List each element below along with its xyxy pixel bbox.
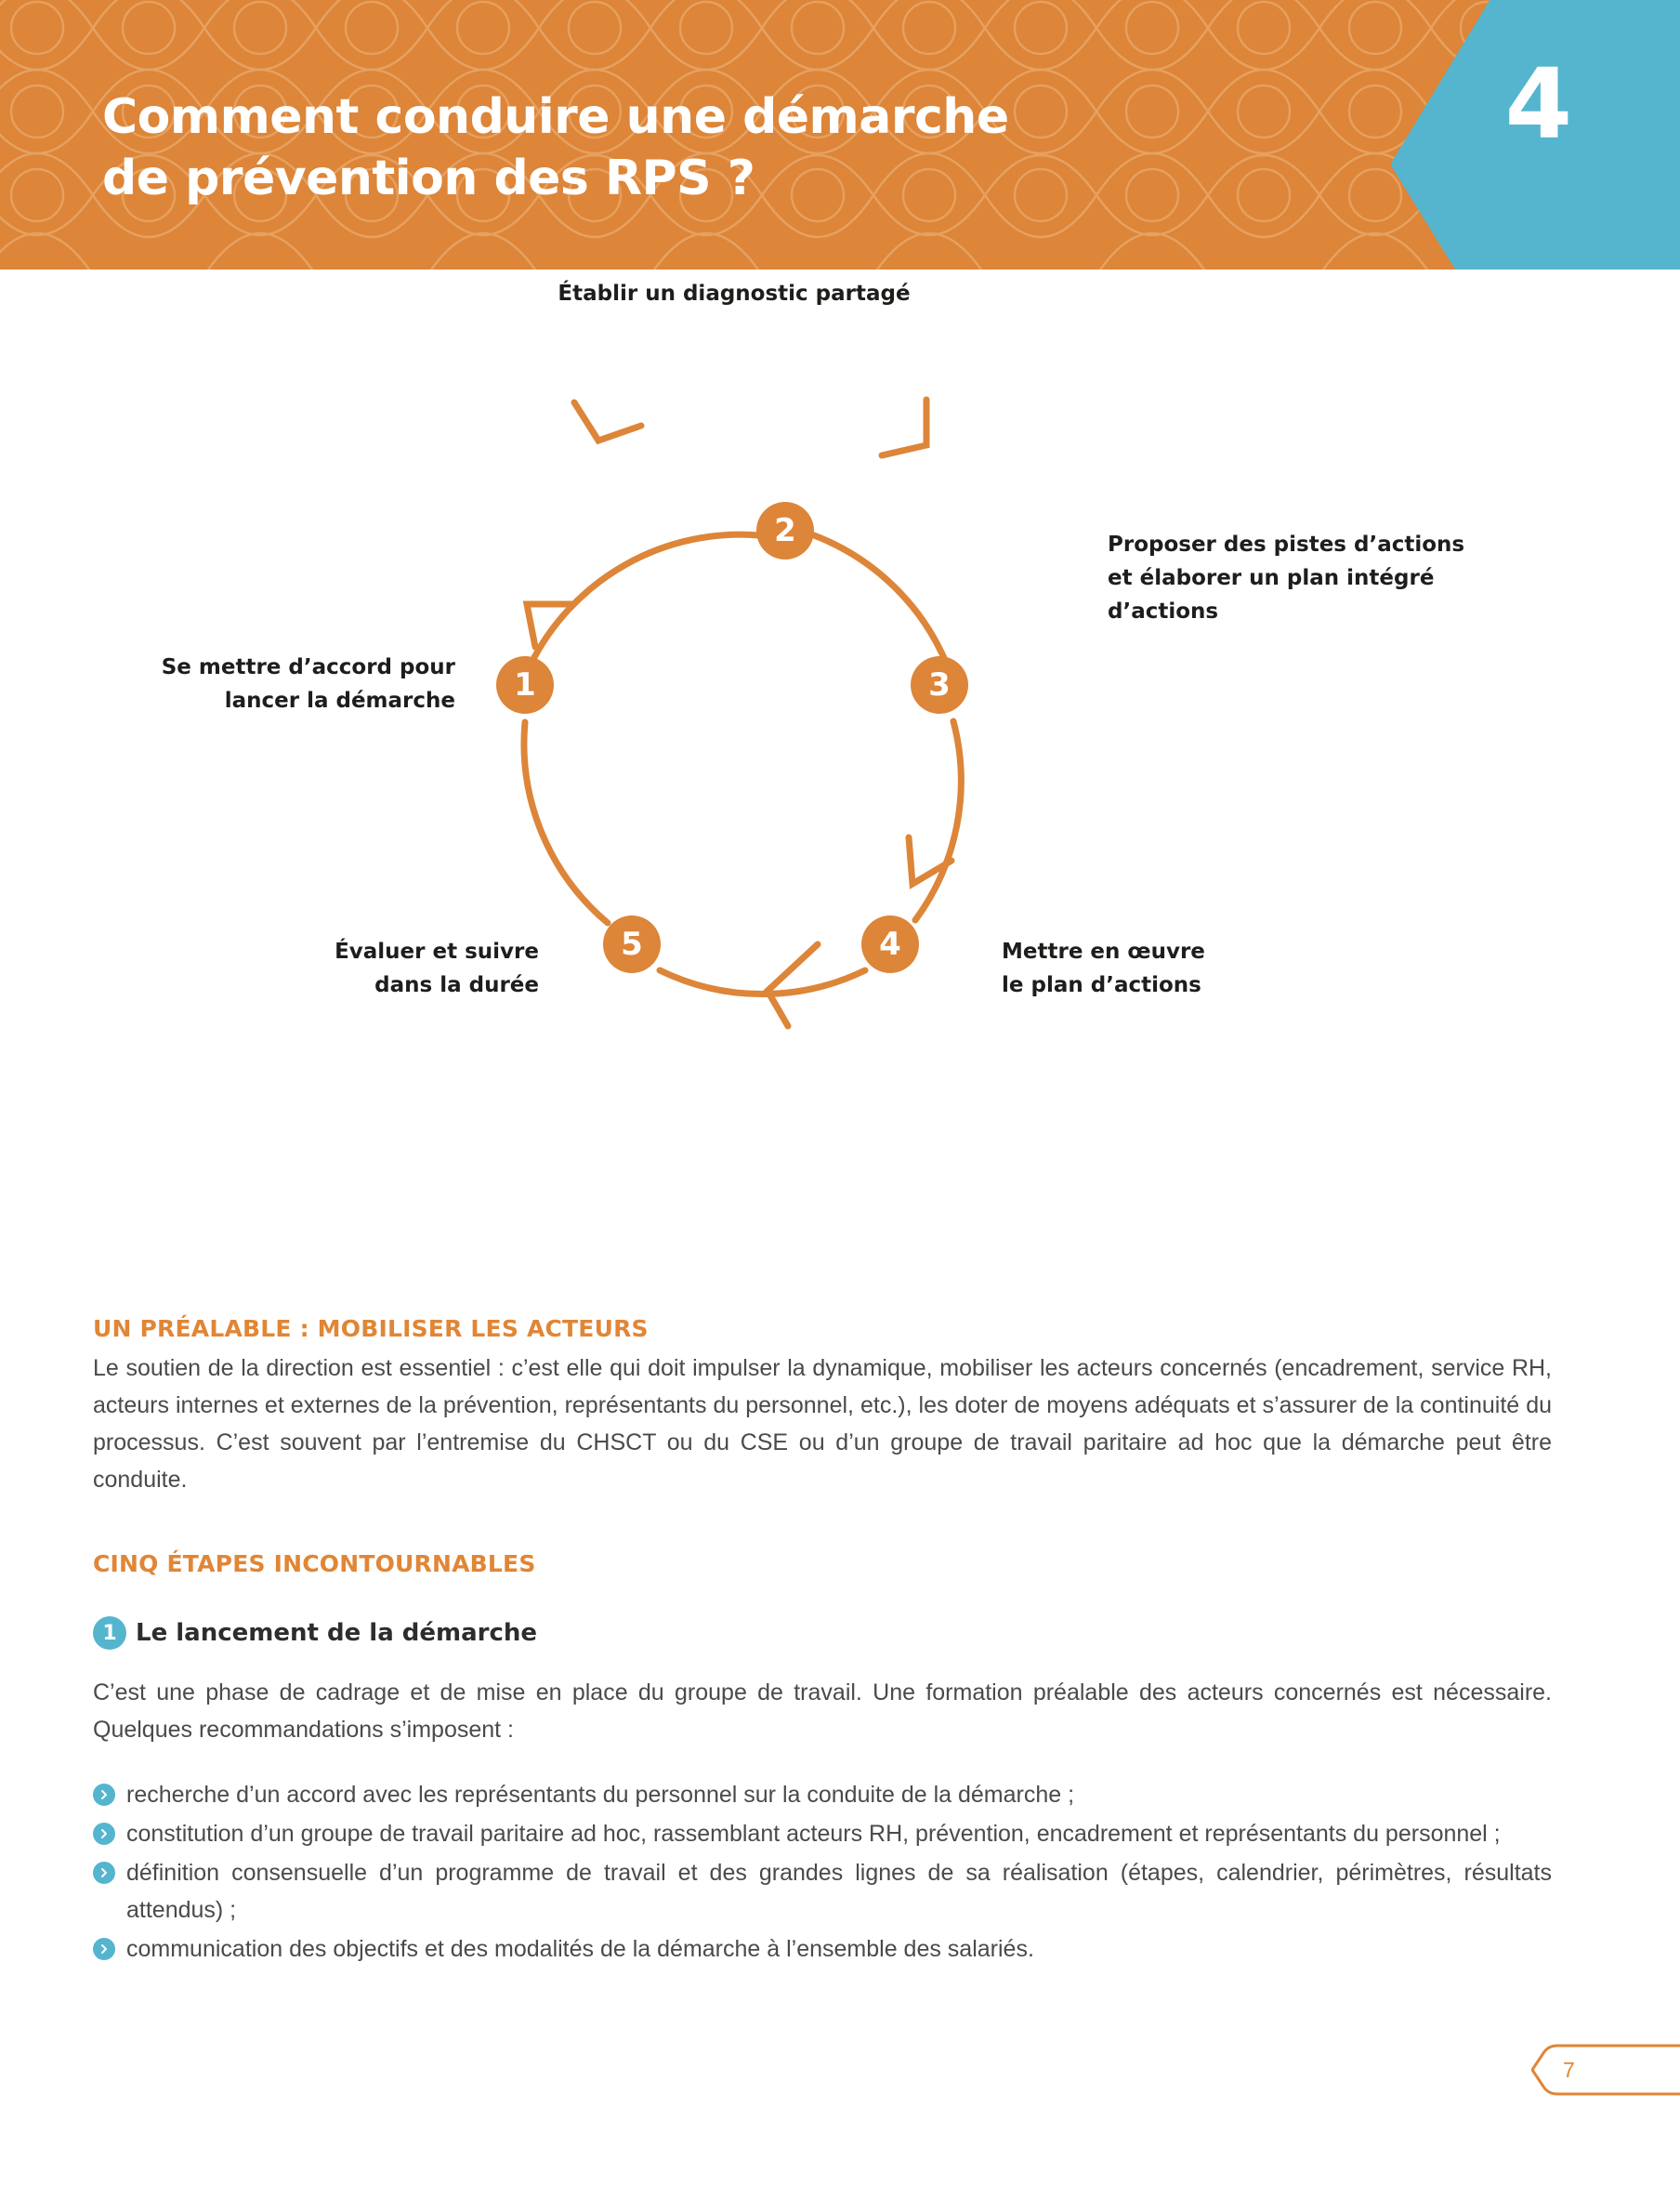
- cycle-diagram: [0, 270, 1680, 1273]
- cycle-label-1-line1: Se mettre d’accord pour: [161, 655, 455, 679]
- cycle-node-3[interactable]: 3: [911, 656, 968, 714]
- cycle-label-3-line1: Proposer des pistes d’actions: [1108, 533, 1465, 557]
- chevron-right-icon: [93, 1938, 115, 1960]
- cycle-label-3-line3: d’actions: [1108, 599, 1219, 624]
- chevron-right-icon: [93, 1862, 115, 1884]
- list-item: [93, 1930, 1552, 1968]
- list-item: [93, 1776, 1552, 1813]
- cycle-label-2: [409, 277, 1059, 310]
- step-heading-row: [93, 1616, 1552, 1650]
- cycle-node-2[interactable]: 2: [756, 502, 814, 560]
- cycle-node-5[interactable]: 5: [603, 915, 661, 973]
- page-title-line1: Comment conduire une démarche: [102, 88, 1009, 145]
- step-number-badge: 1: [93, 1616, 126, 1650]
- list-item-text: recherche d’un accord avec les représentants du personnel sur la conduite de la démarche ;: [126, 1782, 1075, 1808]
- list-item: [93, 1815, 1552, 1852]
- cycle-node-1[interactable]: 1: [496, 656, 554, 714]
- list-item-text: constitution d’un groupe de travail paritaire ad hoc, rassemblant acteurs RH, prévention, encadrement et représentants du personnel ;: [126, 1821, 1501, 1847]
- step-title: Le lancement de la démarche: [136, 1619, 538, 1647]
- step-bullet-list: [93, 1776, 1552, 1968]
- page-number-badge: [1531, 2043, 1680, 2099]
- step-paragraph: C’est une phase de cadrage et de mise en place du groupe de travail. Une formation préalable des acteurs concernés est nécessaire. Quelques recommandations s’imposent :: [93, 1679, 1552, 1743]
- page-header: [0, 0, 1680, 270]
- page-number: 7: [1563, 2058, 1575, 2082]
- cycle-node-4[interactable]: 4: [861, 915, 919, 973]
- list-item-text: communication des objectifs et des modalités de la démarche à l’ensemble des salariés.: [126, 1936, 1034, 1962]
- page-title-line2: de prévention des RPS ?: [102, 150, 755, 206]
- cycle-label-1: [56, 651, 455, 718]
- cycle-label-4: [1002, 935, 1438, 1002]
- cycle-label-3: [1108, 528, 1544, 628]
- list-item-text: définition consensuelle d’un programme de travail et des grandes lignes de sa réalisation (étapes, calendrier, périmètres, résultats attendus) ;: [126, 1860, 1552, 1923]
- chevron-right-icon: [93, 1823, 115, 1845]
- section-heading-five-steps: CINQ ÉTAPES INCONTOURNABLES: [93, 1550, 536, 1577]
- cycle-label-4-line1: Mettre en œuvre: [1002, 940, 1205, 964]
- cycle-label-1-line2: lancer la démarche: [224, 689, 455, 713]
- page-content: [93, 1315, 1552, 1969]
- page-title: [102, 86, 1282, 209]
- chevron-right-icon: [93, 1784, 115, 1806]
- chapter-number: 4: [1504, 47, 1570, 161]
- cycle-label-5: [167, 935, 539, 1002]
- cycle-label-5-line1: Évaluer et suivre: [335, 940, 539, 964]
- section-heading-preamble: UN PRÉALABLE : MOBILISER LES ACTEURS: [93, 1315, 649, 1342]
- section-paragraph-preamble: Le soutien de la direction est essentiel : c’est elle qui doit impulser la dynamique, mobiliser les acteurs concernés (encadrement, service RH, acteurs internes et externes de la prévention, représentants du personnel, etc.), les doter de moyens adéquats et s’assurer de la continuité du processus. C’est souvent par l’entremise du CHSCT ou du CSE ou d’un groupe de travail paritaire ad hoc que la démarche peut être conduite.: [93, 1355, 1552, 1493]
- cycle-label-2-line1: Établir un diagnostic partagé: [558, 282, 911, 306]
- cycle-label-4-line2: le plan d’actions: [1002, 973, 1201, 997]
- cycle-label-5-line2: dans la durée: [374, 973, 539, 997]
- page-badge-shape-icon: [1531, 2043, 1680, 2099]
- cycle-label-3-line2: et élaborer un plan intégré: [1108, 566, 1435, 590]
- list-item: [93, 1854, 1552, 1929]
- cycle-arrows-icon: [0, 270, 1680, 1273]
